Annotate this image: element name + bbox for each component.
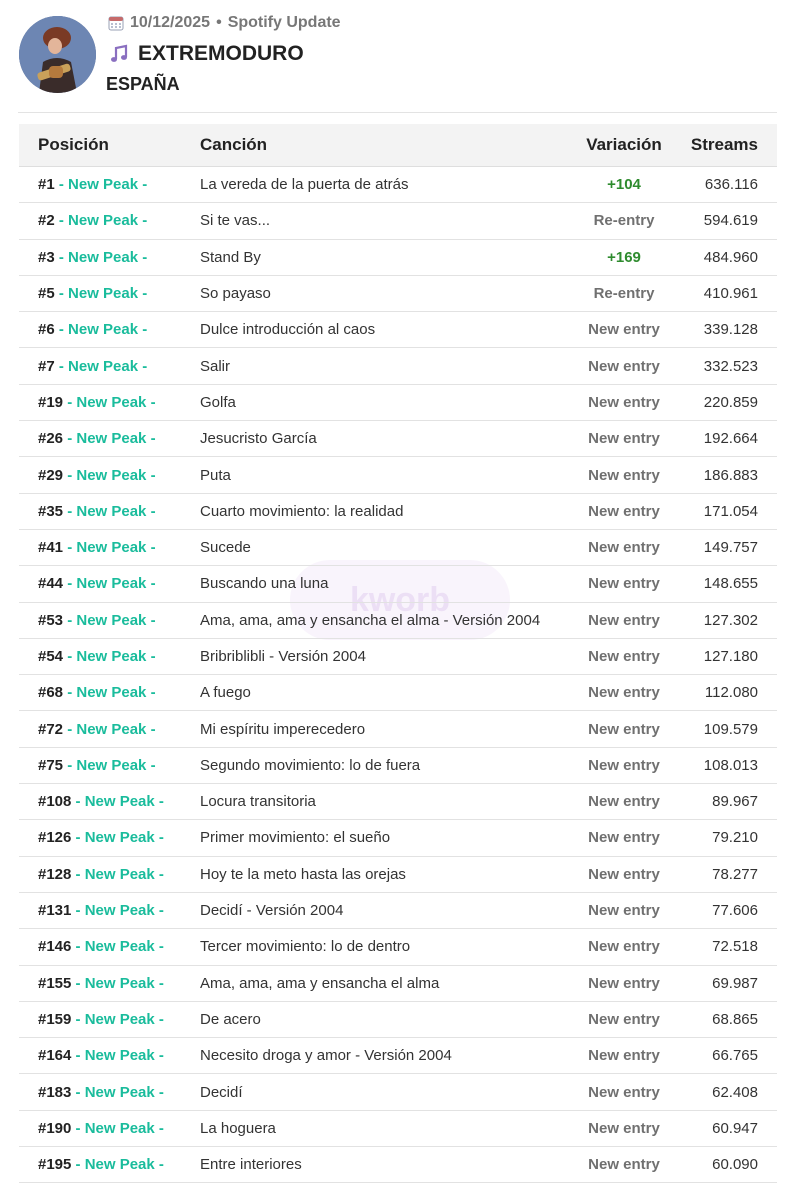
position-cell (19, 1084, 200, 1101)
streams-cell: 66.765 (712, 1047, 758, 1065)
song-title: Buscando una luna (200, 575, 329, 593)
song-title: Salir (200, 357, 231, 375)
streams-cell: 112.080 (704, 684, 758, 702)
table-row (19, 675, 777, 711)
song-title: Stand By (200, 248, 261, 266)
position-cell (19, 793, 200, 810)
position-cell (19, 358, 200, 375)
variation-cell: New entry (588, 393, 660, 411)
variation-cell: New entry (588, 865, 660, 883)
new-peak-label: - New Peak - (71, 829, 164, 847)
new-peak-label: - New Peak - (71, 1156, 164, 1174)
new-peak-label: - New Peak - (63, 502, 156, 520)
streams-cell: 127.180 (703, 648, 758, 665)
table-row (19, 929, 777, 965)
table-row (19, 1074, 777, 1110)
rank: #131 (38, 902, 72, 920)
table-row (19, 240, 777, 276)
position-cell (19, 938, 200, 955)
rank: #7 (38, 357, 55, 375)
streams-cell: 62.408 (712, 1083, 758, 1101)
watermark: kworb (290, 560, 510, 640)
date-separator: • (216, 14, 222, 31)
header-divider (18, 112, 777, 113)
song-title: Decidí (200, 1083, 243, 1101)
variation-cell: New entry (588, 720, 660, 738)
variation-cell: New entry (588, 648, 660, 665)
song-title: Decidí - Versión 2004 (200, 902, 344, 920)
variation-cell: New entry (588, 902, 660, 920)
rank: #195 (38, 1156, 72, 1174)
variation-cell: New entry (588, 611, 660, 629)
position-cell (19, 467, 200, 484)
table-row (19, 1002, 777, 1038)
table-row (19, 530, 777, 566)
table-row (19, 203, 777, 239)
position-cell (19, 902, 200, 919)
new-peak-label: - New Peak - (63, 611, 156, 629)
table-header (19, 124, 777, 167)
position-cell (19, 1011, 200, 1028)
rank: #1 (38, 176, 55, 194)
new-peak-label: - New Peak - (71, 902, 164, 920)
variation-cell: Re-entry (593, 212, 655, 230)
column-header-streams: Streams (690, 135, 758, 154)
new-peak-label: - New Peak - (71, 974, 164, 992)
position-cell (19, 285, 200, 302)
new-peak-label: - New Peak - (54, 321, 148, 339)
position-cell (19, 1120, 200, 1137)
streams-cell: 77.606 (712, 902, 758, 920)
table-row (19, 784, 777, 820)
song-title: Jesucristo García (200, 430, 317, 448)
streams-cell: 60.090 (712, 1156, 758, 1174)
variation-cell: New entry (588, 829, 660, 847)
artist-line (108, 42, 304, 66)
streams-cell: 220.859 (703, 393, 758, 411)
variation-cell: +169 (607, 248, 641, 266)
rank: #53 (38, 611, 64, 629)
variation-cell: New entry (588, 1010, 660, 1028)
rank: #35 (38, 502, 64, 520)
variation-cell: New entry (588, 502, 660, 520)
new-peak-label: - New Peak - (54, 357, 148, 375)
table-row (19, 1147, 777, 1183)
song-title: Segundo movimiento: lo de fuera (200, 756, 421, 774)
table-row (19, 312, 777, 348)
table-row (19, 566, 777, 602)
streams-cell: 339.128 (703, 321, 758, 339)
table-row (19, 603, 777, 639)
song-title: Sucede (200, 539, 251, 557)
rank: #41 (38, 539, 64, 557)
new-peak-label: - New Peak - (63, 466, 156, 484)
table-row (19, 893, 777, 929)
table-row (19, 167, 777, 203)
variation-cell: New entry (588, 1047, 660, 1065)
streams-cell: 332.523 (703, 357, 758, 375)
variation-cell: New entry (588, 793, 660, 811)
position-cell (19, 503, 200, 520)
table-row (19, 820, 777, 856)
calendar-icon (108, 15, 124, 31)
table-row (19, 494, 777, 530)
rank: #6 (38, 321, 55, 339)
song-title: Hoy te la meto hasta las orejas (200, 865, 406, 883)
date-line (108, 14, 341, 32)
column-header-song: Canción (200, 135, 268, 154)
post-date: 10/12/2025 (130, 14, 211, 31)
position-cell (19, 829, 200, 846)
table-body (19, 167, 777, 1183)
streams-cell: 171.054 (703, 502, 758, 520)
rank: #155 (38, 974, 72, 992)
variation-cell: Re-entry (593, 285, 655, 303)
position-cell (19, 648, 200, 665)
rank: #75 (38, 756, 64, 774)
song-title: So payaso (200, 285, 271, 303)
streams-cell: 594.619 (703, 212, 758, 230)
streams-cell: 186.883 (703, 466, 758, 484)
song-title: Bribriblibli - Versión 2004 (200, 648, 366, 665)
variation-cell: New entry (588, 575, 660, 593)
song-title: Necesito droga y amor - Versión 2004 (200, 1047, 452, 1065)
streams-cell: 192.664 (703, 430, 758, 448)
table-row (19, 748, 777, 784)
rank: #183 (38, 1083, 72, 1101)
table-row (19, 276, 777, 312)
rank: #108 (38, 793, 72, 811)
new-peak-label: - New Peak - (71, 1083, 164, 1101)
song-title: Puta (200, 466, 231, 484)
variation-cell: New entry (588, 756, 660, 774)
streams-cell: 72.518 (712, 938, 758, 956)
streams-cell: 410.961 (703, 285, 758, 303)
new-peak-label: - New Peak - (54, 248, 148, 266)
song-title: La hoguera (200, 1119, 276, 1137)
position-cell (19, 684, 200, 701)
variation-cell: New entry (588, 938, 660, 956)
song-title: Locura transitoria (200, 793, 316, 811)
song-title: Ama, ama, ama y ensancha el alma (200, 974, 440, 992)
rank: #3 (38, 248, 55, 266)
variation-cell: New entry (588, 430, 660, 448)
streams-cell: 79.210 (712, 829, 758, 847)
streams-cell: 78.277 (712, 865, 758, 883)
table-row (19, 639, 777, 675)
table-row (19, 711, 777, 747)
table-row (19, 385, 777, 421)
rank: #19 (38, 393, 64, 411)
rank: #68 (38, 684, 64, 702)
streams-cell: 60.947 (712, 1119, 758, 1137)
variation-cell: New entry (588, 357, 660, 375)
rank: #5 (38, 285, 55, 303)
new-peak-label: - New Peak - (63, 684, 156, 702)
position-cell (19, 249, 200, 266)
position-cell (19, 176, 200, 193)
post-header (0, 0, 796, 112)
streams-cell: 148.655 (703, 575, 758, 593)
variation-cell: New entry (588, 1156, 660, 1174)
rank: #29 (38, 466, 64, 484)
song-title: Si te vas... (200, 212, 271, 230)
song-title: A fuego (200, 684, 251, 702)
streams-cell: 108.013 (703, 756, 758, 774)
streams-cell: 484.960 (703, 248, 758, 266)
artist-name: EXTREMODURO (138, 42, 304, 65)
new-peak-label: - New Peak - (71, 865, 164, 883)
rank: #164 (38, 1047, 72, 1065)
position-cell (19, 539, 200, 556)
position-cell (19, 212, 200, 229)
table-row (19, 348, 777, 384)
streams-cell: 89.967 (712, 793, 758, 811)
rank: #72 (38, 720, 64, 738)
song-title: Golfa (200, 393, 236, 411)
rank: #128 (38, 865, 72, 883)
new-peak-label: - New Peak - (71, 793, 164, 811)
streams-cell: 127.302 (703, 611, 758, 629)
new-peak-label: - New Peak - (54, 176, 148, 194)
column-header-variation: Variación (586, 135, 662, 154)
position-cell (19, 612, 200, 629)
table-row (19, 1038, 777, 1074)
song-title: Primer movimiento: el sueño (200, 829, 391, 847)
rank: #159 (38, 1010, 72, 1028)
rank: #2 (38, 212, 55, 230)
new-peak-label: - New Peak - (71, 1119, 164, 1137)
song-title: Dulce introducción al caos (200, 321, 376, 339)
rank: #54 (38, 648, 64, 665)
variation-cell: New entry (588, 684, 660, 702)
song-title: La vereda de la puerta de atrás (200, 176, 409, 194)
position-cell (19, 975, 200, 992)
new-peak-label: - New Peak - (71, 1047, 164, 1065)
country-label: ESPAÑA (106, 74, 180, 94)
streams-cell: 109.579 (703, 720, 758, 738)
new-peak-label: - New Peak - (71, 938, 164, 956)
new-peak-label: - New Peak - (63, 393, 156, 411)
position-cell (19, 866, 200, 883)
song-title: Entre interiores (200, 1156, 302, 1174)
table-row (19, 1111, 777, 1147)
position-cell (19, 721, 200, 738)
streams-cell: 69.987 (712, 974, 758, 992)
table-row (19, 857, 777, 893)
new-peak-label: - New Peak - (63, 720, 156, 738)
variation-cell: New entry (588, 539, 660, 557)
new-peak-label: - New Peak - (54, 212, 148, 230)
position-cell (19, 757, 200, 774)
variation-cell: New entry (588, 321, 660, 339)
position-cell (19, 321, 200, 338)
column-header-position: Posición (38, 135, 109, 154)
rank: #126 (38, 829, 72, 847)
new-peak-label: - New Peak - (54, 285, 148, 303)
variation-cell: New entry (588, 974, 660, 992)
position-cell (19, 394, 200, 411)
table-row (19, 966, 777, 1002)
rank: #26 (38, 430, 64, 448)
song-title: Ama, ama, ama y ensancha el alma - Versión 2004 (200, 611, 541, 629)
new-peak-label: - New Peak - (63, 430, 156, 448)
position-cell (19, 1156, 200, 1173)
table-row (19, 421, 777, 457)
streams-cell: 68.865 (712, 1010, 758, 1028)
rank: #146 (38, 938, 72, 956)
post-source: Spotify Update (227, 14, 341, 31)
rank: #190 (38, 1119, 72, 1137)
song-title: Cuarto movimiento: la realidad (200, 502, 404, 520)
music-note-icon (108, 43, 130, 65)
avatar-photo (19, 16, 96, 93)
new-peak-label: - New Peak - (63, 756, 156, 774)
chart-table (19, 124, 777, 1183)
new-peak-label: - New Peak - (63, 539, 156, 557)
streams-cell: 149.757 (703, 539, 758, 557)
song-title: Tercer movimiento: lo de dentro (200, 938, 411, 956)
variation-cell: +104 (607, 176, 641, 194)
song-title: De acero (200, 1010, 261, 1028)
position-cell (19, 575, 200, 592)
new-peak-label: - New Peak - (71, 1010, 164, 1028)
table-row (19, 457, 777, 493)
new-peak-label: - New Peak - (63, 575, 156, 593)
rank: #44 (38, 575, 64, 593)
variation-cell: New entry (588, 1119, 660, 1137)
variation-cell: New entry (588, 466, 660, 484)
new-peak-label: - New Peak - (63, 648, 156, 665)
position-cell (19, 430, 200, 447)
variation-cell: New entry (588, 1083, 660, 1101)
streams-cell: 636.116 (704, 176, 758, 194)
artist-avatar[interactable] (19, 16, 96, 93)
position-cell (19, 1047, 200, 1064)
song-title: Mi espíritu imperecedero (200, 720, 366, 738)
